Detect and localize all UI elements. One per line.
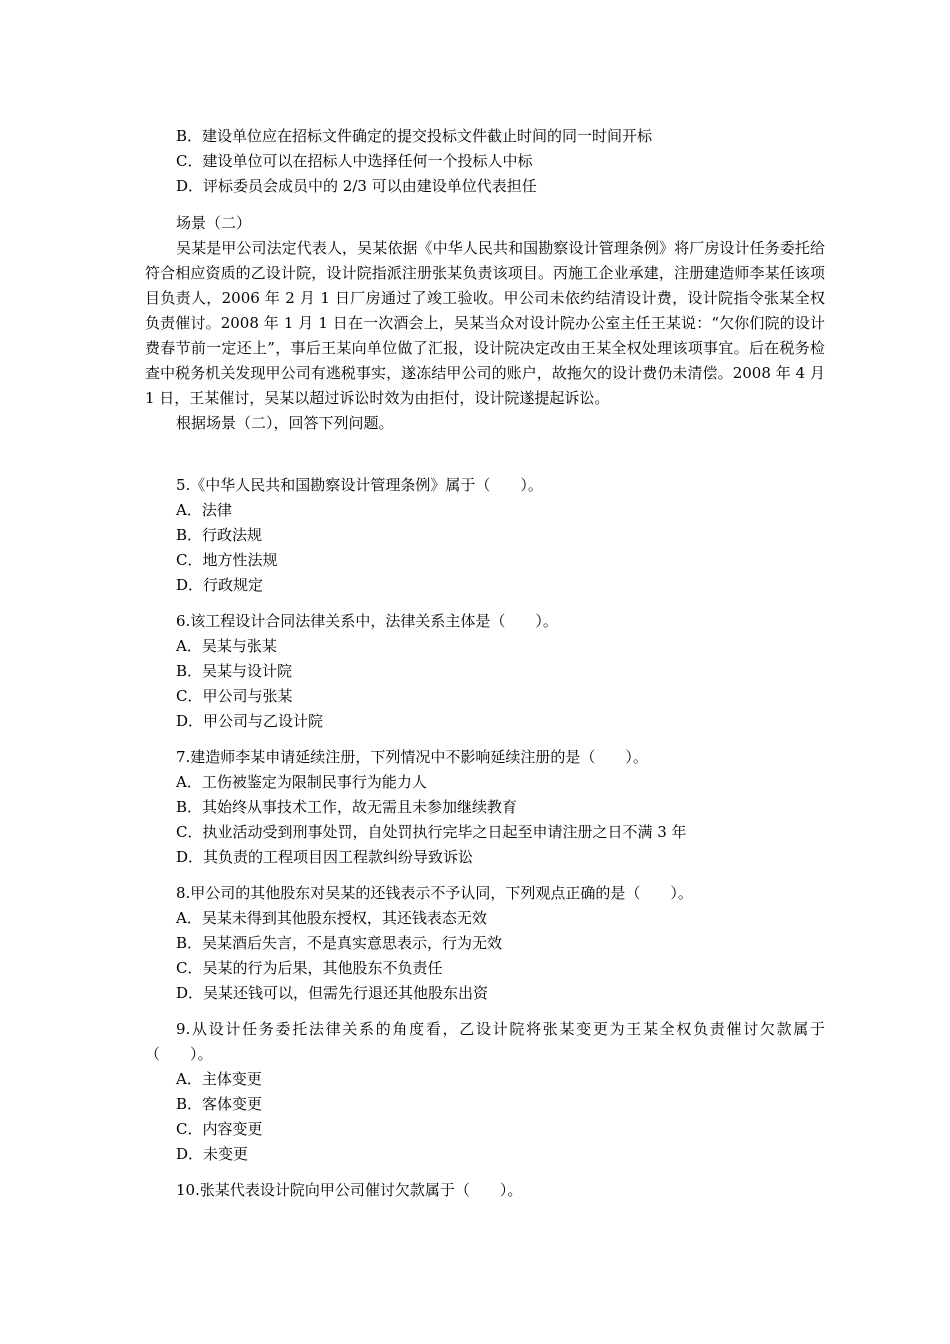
question-stem: 9.从设计任务委托法律关系的角度看，乙设计院将张某变更为王某全权负责催讨欠款属于（ ）。: [145, 1020, 825, 1063]
option-b: B．行政法规: [176, 526, 263, 544]
previous-question-options: [145, 124, 825, 199]
option-d: D．未变更: [176, 1145, 249, 1163]
option-a: A．吴某与张某: [176, 637, 277, 655]
question-stem: 5.《中华人民共和国勘察设计管理条例》属于（ ）。: [176, 476, 543, 494]
question-6: [145, 609, 825, 734]
option-a: A．主体变更: [176, 1070, 262, 1088]
option-b: B．吴某酒后失言，不是真实意思表示，行为无效: [176, 934, 503, 952]
option-b: B．建设单位应在招标文件确定的提交投标文件截止时间的同一时间开标: [176, 127, 653, 145]
question-stem: 10.张某代表设计院向甲公司催讨欠款属于（ ）。: [176, 1181, 523, 1199]
option-c: C．建设单位可以在招标人中选择任何一个投标人中标: [176, 152, 533, 170]
scenario-instruction: 根据场景（二），回答下列问题。: [176, 414, 394, 432]
question-10: [145, 1178, 825, 1203]
scenario-title: 场景（二）: [176, 214, 252, 232]
question-5: [145, 473, 825, 598]
option-c: C．地方性法规: [176, 551, 278, 569]
option-d: D．其负责的工程项目因工程款纠纷导致诉讼: [176, 848, 474, 866]
option-c: C．甲公司与张某: [176, 687, 293, 705]
option-a: A．法律: [176, 501, 232, 519]
question-7: [145, 745, 825, 870]
question-8: [145, 881, 825, 1006]
option-d: D．行政规定: [176, 576, 264, 594]
scenario-section: [145, 211, 825, 436]
option-b: B．客体变更: [176, 1095, 263, 1113]
question-stem: 6.该工程设计合同法律关系中，法律关系主体是（ ）。: [176, 612, 558, 630]
option-a: A．吴某未得到其他股东授权，其还钱表态无效: [176, 909, 487, 927]
question-stem: 7.建造师李某申请延续注册，下列情况中不影响延续注册的是（ ）。: [176, 748, 648, 766]
option-c: C．执业活动受到刑事处罚，自处罚执行完毕之日起至申请注册之日不满 3 年: [176, 823, 687, 841]
option-b: B．其始终从事技术工作，故无需且未参加继续教育: [176, 798, 518, 816]
option-c: C．吴某的行为后果，其他股东不负责任: [176, 959, 443, 977]
question-9: [145, 1017, 825, 1167]
option-a: A．工伤被鉴定为限制民事行为能力人: [176, 773, 427, 791]
option-d: D．吴某还钱可以，但需先行退还其他股东出资: [176, 984, 489, 1002]
option-b: B．吴某与设计院: [176, 662, 293, 680]
option-d: D．评标委员会成员中的 2/3 可以由建设单位代表担任: [176, 177, 537, 195]
option-c: C．内容变更: [176, 1120, 263, 1138]
option-d: D．甲公司与乙设计院: [176, 712, 324, 730]
question-stem: 8.甲公司的其他股东对吴某的还钱表示不予认同，下列观点正确的是（ ）。: [176, 884, 693, 902]
scenario-body: 吴某是甲公司法定代表人，吴某依据《中华人民共和国勘察设计管理条例》将厂房设计任务委托给符合相应资质的乙设计院，设计院指派注册张某负责该项目。丙施工企业承建，注册建造师李某任该项目负责人，2006 年 2 月 1 日厂房通过了竣工验收。甲公司未依约结清设计费，设计院指令张某全权负责催讨。2008 年 1 月 1 日在一次酒会上，吴某当众对设计院办公室主任王某说：“欠你们院的设计费春节前一定还上”，事后王某向单位做了汇报，设计院决定改由王某全权处理该项事宜。后在税务检查中税务机关发现甲公司有逃税事实，遂冻结甲公司的账户，故拖欠的设计费仍未清偿。2008 年 4 月 1 日，王某催讨，吴某以超过诉讼时效为由拒付，设计院遂提起诉讼。: [145, 239, 825, 407]
